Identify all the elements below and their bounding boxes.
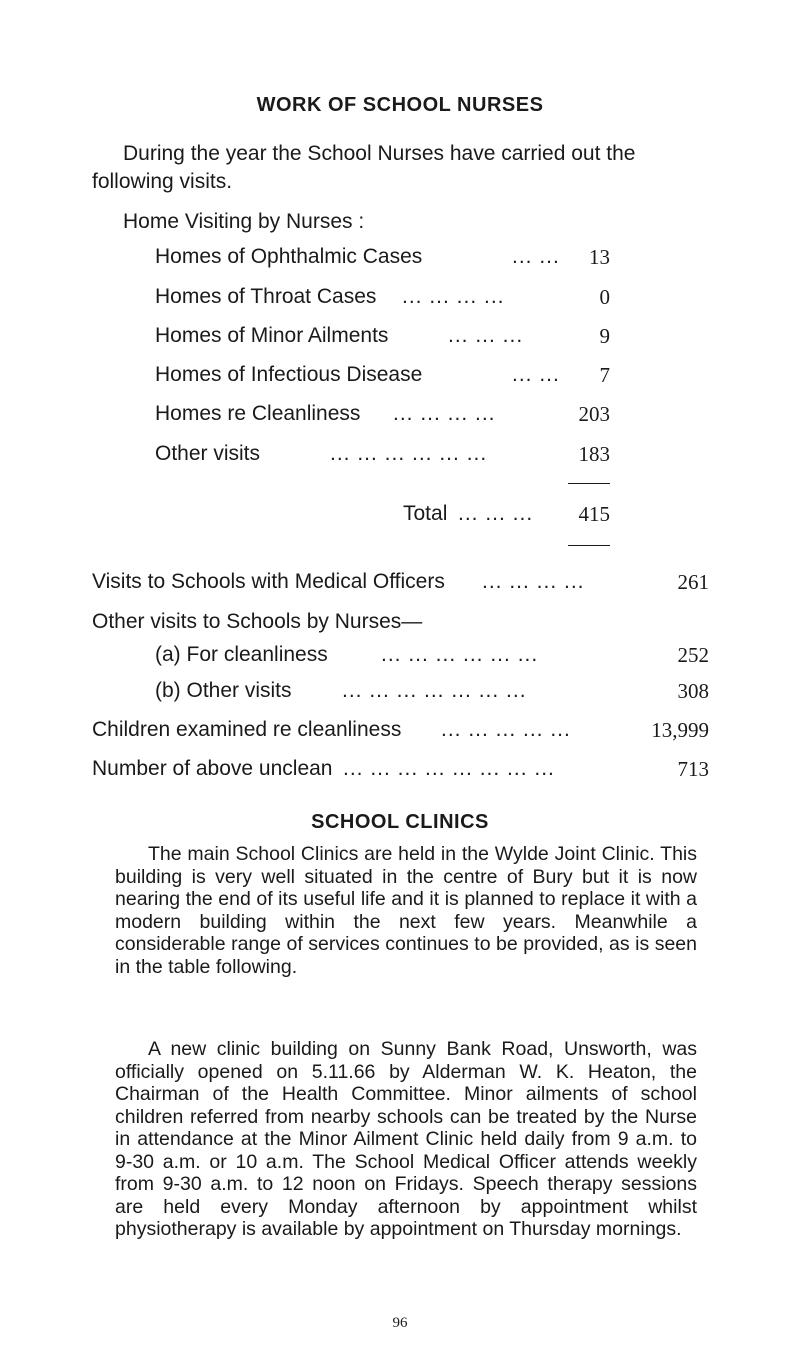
sub-row-other-visits	[155, 677, 709, 705]
row-value: 9	[599, 324, 610, 348]
home-row-minor-ailments	[155, 322, 610, 350]
children-row-examined	[92, 716, 709, 744]
row-leader: ... ... ... ... ... ...	[381, 643, 539, 666]
clinics-paragraph-2: A new clinic building on Sunny Bank Road, Unsworth, was officially opened on 5.11.66 by Alderman W. K. Heaton, the Chairman of the Health Committee. Minor ailments of school children referred from nearby schools can be treated by the Nurse in attendance at the Minor Ailment Clinic held daily from 9 a.m. to 9-30 a.m. or 10 a.m. The School Medical Officer attends weekly from 9-30 a.m. to 12 noon on Fridays. Speech therapy sessions are held every Monday afternoon by appointment whilst physiotherapy is available by appointment on Thursday mornings.	[115, 1038, 697, 1240]
row-label: Homes of Throat Cases	[155, 285, 377, 308]
nurses-heading: WORK OF SCHOOL NURSES	[256, 94, 544, 116]
total-value: 415	[578, 502, 610, 526]
sub-row-cleanliness	[155, 641, 709, 669]
other-visits-label: Other visits to Schools by Nurses—	[92, 610, 423, 633]
row-label: Homes of Ophthalmic Cases	[155, 245, 423, 268]
intro-line-1: During the year the School Nurses have carried out the	[123, 142, 636, 165]
row-leader: ... ...	[512, 245, 560, 268]
home-row-throat	[155, 283, 610, 311]
row-label: (a) For cleanliness	[155, 643, 328, 666]
row-value: 261	[677, 570, 709, 594]
row-label: (b) Other visits	[155, 679, 292, 702]
row-value: 13	[589, 245, 610, 269]
row-label: Homes of Infectious Disease	[155, 363, 423, 386]
row-label: Homes of Minor Ailments	[155, 324, 389, 347]
row-leader: ... ... ... ... ...	[441, 718, 571, 741]
school-row-medical-officers	[92, 568, 709, 596]
total-leader: ... ... ...	[458, 502, 534, 525]
row-leader: ... ... ... ... ... ...	[330, 442, 488, 465]
row-value: 7	[599, 363, 610, 387]
row-leader: ... ... ... ...	[482, 570, 585, 593]
row-label: Homes re Cleanliness	[155, 402, 361, 425]
home-row-other-visits	[155, 440, 610, 468]
total-label: Total	[403, 502, 448, 525]
row-value: 183	[578, 442, 610, 466]
row-label: Visits to Schools with Medical Officers	[92, 570, 445, 593]
row-leader: ... ... ... ...	[402, 285, 505, 308]
row-label: Children examined re cleanliness	[92, 718, 402, 741]
row-leader: ... ...	[512, 363, 560, 386]
row-value: 13,999	[651, 718, 709, 742]
row-value: 252	[677, 643, 709, 667]
clinics-heading: SCHOOL CLINICS	[311, 811, 489, 833]
home-visiting-label: Home Visiting by Nurses :	[123, 210, 365, 233]
row-value: 308	[677, 679, 709, 703]
home-row-infectious-disease	[155, 361, 610, 389]
row-leader: ... ... ... ... ... ... ... ...	[343, 757, 555, 780]
intro-line-2: following visits.	[92, 170, 233, 193]
clinics-paragraph-1: The main School Clinics are held in the Wylde Joint Clinic. This building is very well situated in the centre of Bury but it is now nearing the end of its useful life and it is planned to replace it with a modern building within the next few years. Meanwhile a considerable range of services continues to be provided, as is seen in the table following.	[115, 843, 697, 978]
row-value: 713	[677, 757, 709, 781]
home-row-ophthalmic	[155, 243, 610, 271]
subtotal-rule	[568, 483, 610, 484]
row-label: Other visits	[155, 442, 261, 465]
home-row-cleanliness	[155, 400, 610, 428]
row-label: Number of above unclean	[92, 757, 333, 780]
total-rule	[568, 545, 610, 546]
row-leader: ... ... ... ... ... ... ...	[342, 679, 527, 702]
row-leader: ... ... ... ...	[393, 402, 496, 425]
total-row	[155, 500, 610, 528]
row-value: 0	[599, 285, 610, 309]
row-leader: ... ... ...	[448, 324, 524, 347]
children-row-unclean	[92, 755, 709, 783]
page-number: 96	[392, 1315, 408, 1331]
row-value: 203	[578, 402, 610, 426]
